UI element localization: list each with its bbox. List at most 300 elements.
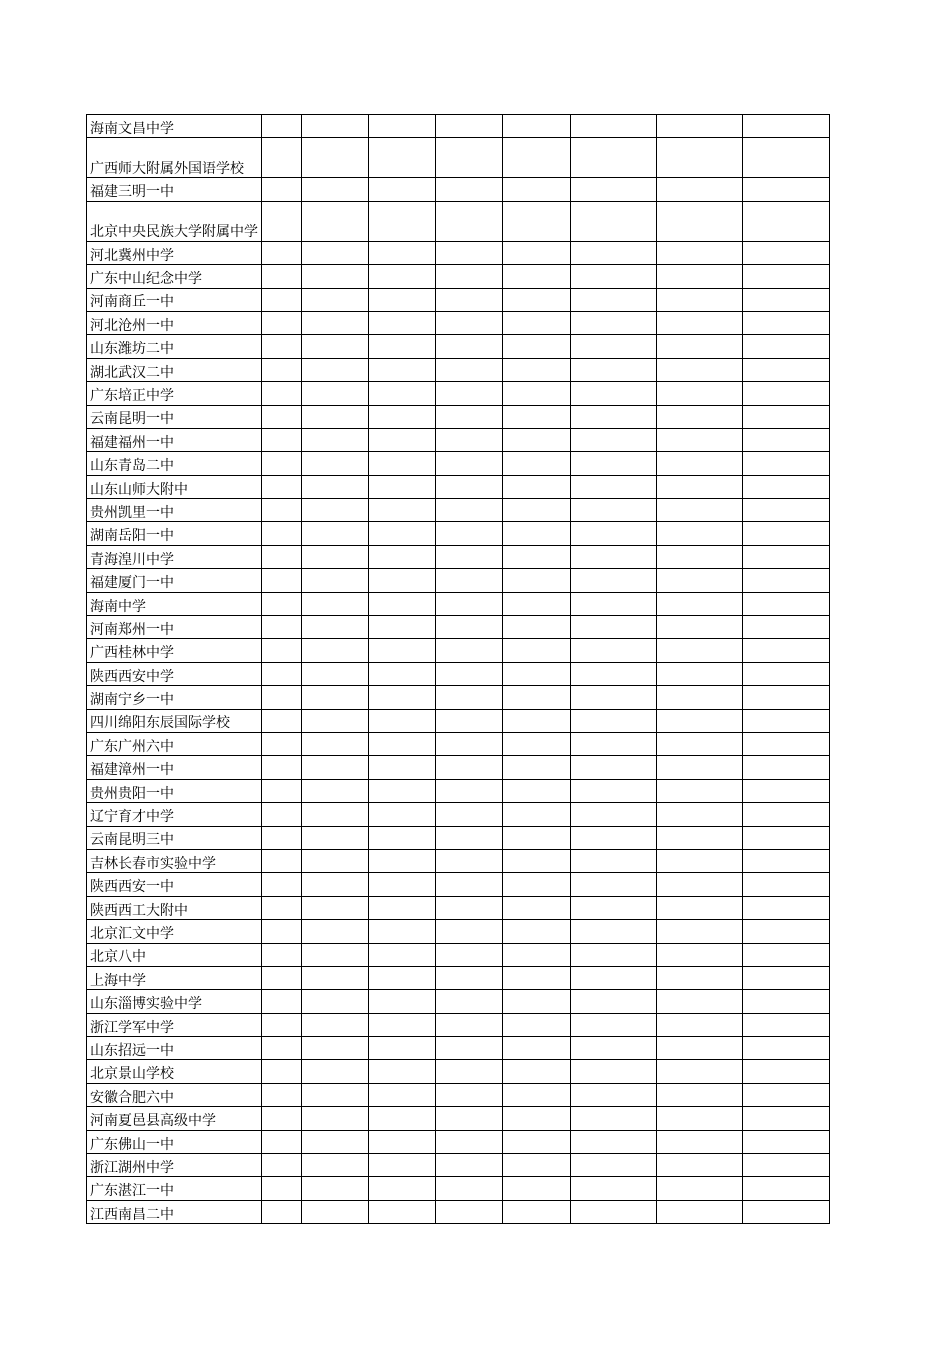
empty-cell[interactable] [436,1107,503,1130]
empty-cell[interactable] [657,1083,743,1106]
empty-cell[interactable] [503,265,571,288]
empty-cell[interactable] [369,639,436,662]
empty-cell[interactable] [302,475,369,498]
empty-cell[interactable] [262,849,302,872]
school-name-cell[interactable]: 湖北武汉二中 [87,358,262,381]
empty-cell[interactable] [503,545,571,568]
empty-cell[interactable] [657,1037,743,1060]
empty-cell[interactable] [743,475,830,498]
empty-cell[interactable] [743,265,830,288]
empty-cell[interactable] [262,335,302,358]
empty-cell[interactable] [369,335,436,358]
empty-cell[interactable] [369,138,436,178]
empty-cell[interactable] [743,115,830,138]
empty-cell[interactable] [743,311,830,334]
empty-cell[interactable] [657,522,743,545]
empty-cell[interactable] [743,201,830,241]
empty-cell[interactable] [503,569,571,592]
empty-cell[interactable] [262,1083,302,1106]
empty-cell[interactable] [369,178,436,201]
empty-cell[interactable] [503,966,571,989]
empty-cell[interactable] [302,849,369,872]
empty-cell[interactable] [436,499,503,522]
empty-cell[interactable] [262,452,302,475]
empty-cell[interactable] [262,1200,302,1223]
empty-cell[interactable] [743,686,830,709]
empty-cell[interactable] [657,1154,743,1177]
empty-cell[interactable] [657,686,743,709]
empty-cell[interactable] [657,803,743,826]
empty-cell[interactable] [657,826,743,849]
empty-cell[interactable] [503,115,571,138]
empty-cell[interactable] [743,616,830,639]
empty-cell[interactable] [657,178,743,201]
empty-cell[interactable] [262,1060,302,1083]
empty-cell[interactable] [503,335,571,358]
empty-cell[interactable] [571,265,657,288]
empty-cell[interactable] [743,732,830,755]
empty-cell[interactable] [503,849,571,872]
empty-cell[interactable] [302,779,369,802]
school-name-cell[interactable]: 北京景山学校 [87,1060,262,1083]
school-name-cell[interactable]: 山东青岛二中 [87,452,262,475]
empty-cell[interactable] [262,920,302,943]
school-name-cell[interactable]: 福建厦门一中 [87,569,262,592]
empty-cell[interactable] [262,896,302,919]
empty-cell[interactable] [369,545,436,568]
empty-cell[interactable] [436,592,503,615]
empty-cell[interactable] [743,826,830,849]
empty-cell[interactable] [503,732,571,755]
empty-cell[interactable] [302,405,369,428]
empty-cell[interactable] [436,1037,503,1060]
empty-cell[interactable] [369,592,436,615]
empty-cell[interactable] [571,382,657,405]
empty-cell[interactable] [262,826,302,849]
empty-cell[interactable] [743,803,830,826]
empty-cell[interactable] [262,1177,302,1200]
empty-cell[interactable] [302,335,369,358]
empty-cell[interactable] [657,288,743,311]
empty-cell[interactable] [369,522,436,545]
empty-cell[interactable] [302,115,369,138]
empty-cell[interactable] [743,639,830,662]
empty-cell[interactable] [571,920,657,943]
empty-cell[interactable] [369,452,436,475]
empty-cell[interactable] [302,732,369,755]
school-name-cell[interactable]: 河南夏邑县高级中学 [87,1107,262,1130]
empty-cell[interactable] [369,896,436,919]
empty-cell[interactable] [369,499,436,522]
empty-cell[interactable] [302,452,369,475]
empty-cell[interactable] [436,616,503,639]
empty-cell[interactable] [657,873,743,896]
empty-cell[interactable] [302,1200,369,1223]
school-name-cell[interactable]: 陕西西工大附中 [87,896,262,919]
empty-cell[interactable] [657,499,743,522]
empty-cell[interactable] [571,966,657,989]
empty-cell[interactable] [369,756,436,779]
empty-cell[interactable] [503,639,571,662]
empty-cell[interactable] [657,201,743,241]
school-name-cell[interactable]: 海南文昌中学 [87,115,262,138]
empty-cell[interactable] [262,639,302,662]
school-name-cell[interactable]: 山东淄博实验中学 [87,990,262,1013]
empty-cell[interactable] [571,138,657,178]
empty-cell[interactable] [657,592,743,615]
empty-cell[interactable] [503,1037,571,1060]
empty-cell[interactable] [503,592,571,615]
empty-cell[interactable] [571,335,657,358]
empty-cell[interactable] [369,288,436,311]
empty-cell[interactable] [436,545,503,568]
empty-cell[interactable] [262,405,302,428]
empty-cell[interactable] [302,1060,369,1083]
empty-cell[interactable] [436,873,503,896]
empty-cell[interactable] [503,756,571,779]
empty-cell[interactable] [571,732,657,755]
empty-cell[interactable] [743,241,830,264]
school-name-cell[interactable]: 安徽合肥六中 [87,1083,262,1106]
empty-cell[interactable] [436,201,503,241]
empty-cell[interactable] [743,1200,830,1223]
empty-cell[interactable] [369,428,436,451]
school-name-cell[interactable]: 云南昆明三中 [87,826,262,849]
empty-cell[interactable] [503,779,571,802]
empty-cell[interactable] [302,873,369,896]
empty-cell[interactable] [743,1177,830,1200]
empty-cell[interactable] [302,686,369,709]
empty-cell[interactable] [571,686,657,709]
empty-cell[interactable] [503,138,571,178]
empty-cell[interactable] [743,382,830,405]
empty-cell[interactable] [436,803,503,826]
school-name-cell[interactable]: 辽宁育才中学 [87,803,262,826]
empty-cell[interactable] [369,826,436,849]
empty-cell[interactable] [503,522,571,545]
empty-cell[interactable] [262,756,302,779]
empty-cell[interactable] [657,265,743,288]
empty-cell[interactable] [302,569,369,592]
school-name-cell[interactable]: 北京汇文中学 [87,920,262,943]
empty-cell[interactable] [369,732,436,755]
empty-cell[interactable] [503,428,571,451]
empty-cell[interactable] [503,1107,571,1130]
school-name-cell[interactable]: 四川绵阳东辰国际学校 [87,709,262,732]
empty-cell[interactable] [571,1177,657,1200]
empty-cell[interactable] [262,499,302,522]
empty-cell[interactable] [503,826,571,849]
empty-cell[interactable] [436,1177,503,1200]
empty-cell[interactable] [262,265,302,288]
empty-cell[interactable] [262,311,302,334]
school-name-cell[interactable]: 江西南昌二中 [87,1200,262,1223]
school-name-cell[interactable]: 山东山师大附中 [87,475,262,498]
empty-cell[interactable] [302,1037,369,1060]
empty-cell[interactable] [369,1154,436,1177]
school-name-cell[interactable]: 湖南宁乡一中 [87,686,262,709]
empty-cell[interactable] [262,943,302,966]
empty-cell[interactable] [436,522,503,545]
empty-cell[interactable] [302,382,369,405]
school-name-cell[interactable]: 陕西西安中学 [87,662,262,685]
empty-cell[interactable] [262,1037,302,1060]
school-name-cell[interactable]: 广东广州六中 [87,732,262,755]
empty-cell[interactable] [262,288,302,311]
empty-cell[interactable] [743,920,830,943]
empty-cell[interactable] [571,569,657,592]
empty-cell[interactable] [657,779,743,802]
empty-cell[interactable] [369,966,436,989]
empty-cell[interactable] [302,1083,369,1106]
empty-cell[interactable] [262,475,302,498]
empty-cell[interactable] [503,358,571,381]
empty-cell[interactable] [369,311,436,334]
empty-cell[interactable] [369,873,436,896]
empty-cell[interactable] [436,920,503,943]
empty-cell[interactable] [571,1107,657,1130]
school-name-cell[interactable]: 海南中学 [87,592,262,615]
school-name-cell[interactable]: 河南郑州一中 [87,616,262,639]
empty-cell[interactable] [503,1200,571,1223]
empty-cell[interactable] [743,966,830,989]
empty-cell[interactable] [436,1130,503,1153]
empty-cell[interactable] [302,826,369,849]
empty-cell[interactable] [302,756,369,779]
empty-cell[interactable] [262,358,302,381]
school-name-cell[interactable]: 山东潍坊二中 [87,335,262,358]
empty-cell[interactable] [657,639,743,662]
empty-cell[interactable] [302,201,369,241]
empty-cell[interactable] [503,1130,571,1153]
empty-cell[interactable] [743,779,830,802]
empty-cell[interactable] [503,475,571,498]
empty-cell[interactable] [262,803,302,826]
empty-cell[interactable] [369,569,436,592]
empty-cell[interactable] [503,405,571,428]
empty-cell[interactable] [571,499,657,522]
empty-cell[interactable] [262,990,302,1013]
empty-cell[interactable] [571,990,657,1013]
empty-cell[interactable] [571,178,657,201]
empty-cell[interactable] [436,288,503,311]
empty-cell[interactable] [657,849,743,872]
empty-cell[interactable] [571,803,657,826]
empty-cell[interactable] [369,241,436,264]
empty-cell[interactable] [503,920,571,943]
empty-cell[interactable] [302,709,369,732]
empty-cell[interactable] [436,1083,503,1106]
empty-cell[interactable] [302,241,369,264]
empty-cell[interactable] [743,288,830,311]
empty-cell[interactable] [571,943,657,966]
school-name-cell[interactable]: 广东佛山一中 [87,1130,262,1153]
empty-cell[interactable] [743,1107,830,1130]
empty-cell[interactable] [571,1130,657,1153]
school-name-cell[interactable]: 贵州凯里一中 [87,499,262,522]
empty-cell[interactable] [369,265,436,288]
empty-cell[interactable] [369,943,436,966]
school-name-cell[interactable]: 福建漳州一中 [87,756,262,779]
school-name-cell[interactable]: 福建福州一中 [87,428,262,451]
empty-cell[interactable] [369,1177,436,1200]
empty-cell[interactable] [743,405,830,428]
empty-cell[interactable] [369,662,436,685]
empty-cell[interactable] [503,990,571,1013]
empty-cell[interactable] [302,662,369,685]
empty-cell[interactable] [657,241,743,264]
empty-cell[interactable] [436,826,503,849]
empty-cell[interactable] [262,138,302,178]
school-name-cell[interactable]: 河北冀州中学 [87,241,262,264]
empty-cell[interactable] [657,311,743,334]
school-name-cell[interactable]: 浙江湖州中学 [87,1154,262,1177]
empty-cell[interactable] [743,849,830,872]
school-name-cell[interactable]: 福建三明一中 [87,178,262,201]
school-name-cell[interactable]: 陕西西安一中 [87,873,262,896]
empty-cell[interactable] [262,616,302,639]
empty-cell[interactable] [302,499,369,522]
empty-cell[interactable] [302,428,369,451]
empty-cell[interactable] [503,1013,571,1036]
empty-cell[interactable] [302,265,369,288]
empty-cell[interactable] [743,1060,830,1083]
empty-cell[interactable] [503,452,571,475]
empty-cell[interactable] [302,138,369,178]
school-name-cell[interactable]: 广东中山纪念中学 [87,265,262,288]
empty-cell[interactable] [571,288,657,311]
empty-cell[interactable] [302,943,369,966]
empty-cell[interactable] [436,178,503,201]
empty-cell[interactable] [657,452,743,475]
empty-cell[interactable] [657,1060,743,1083]
empty-cell[interactable] [369,803,436,826]
empty-cell[interactable] [657,943,743,966]
school-name-cell[interactable]: 上海中学 [87,966,262,989]
empty-cell[interactable] [503,873,571,896]
empty-cell[interactable] [262,873,302,896]
empty-cell[interactable] [571,405,657,428]
empty-cell[interactable] [657,115,743,138]
empty-cell[interactable] [369,1107,436,1130]
empty-cell[interactable] [262,241,302,264]
empty-cell[interactable] [657,920,743,943]
empty-cell[interactable] [302,288,369,311]
empty-cell[interactable] [436,662,503,685]
empty-cell[interactable] [503,1154,571,1177]
empty-cell[interactable] [262,1107,302,1130]
empty-cell[interactable] [571,1037,657,1060]
empty-cell[interactable] [571,849,657,872]
empty-cell[interactable] [302,1130,369,1153]
school-name-cell[interactable]: 吉林长春市实验中学 [87,849,262,872]
empty-cell[interactable] [436,896,503,919]
empty-cell[interactable] [436,732,503,755]
empty-cell[interactable] [369,920,436,943]
empty-cell[interactable] [571,1200,657,1223]
empty-cell[interactable] [369,616,436,639]
empty-cell[interactable] [657,1130,743,1153]
empty-cell[interactable] [743,990,830,1013]
empty-cell[interactable] [657,382,743,405]
empty-cell[interactable] [436,335,503,358]
school-name-cell[interactable]: 山东招远一中 [87,1037,262,1060]
empty-cell[interactable] [571,201,657,241]
empty-cell[interactable] [571,779,657,802]
empty-cell[interactable] [571,358,657,381]
empty-cell[interactable] [571,826,657,849]
empty-cell[interactable] [657,475,743,498]
empty-cell[interactable] [436,709,503,732]
empty-cell[interactable] [571,241,657,264]
empty-cell[interactable] [743,178,830,201]
empty-cell[interactable] [262,545,302,568]
empty-cell[interactable] [743,1130,830,1153]
empty-cell[interactable] [302,966,369,989]
school-name-cell[interactable]: 广东培正中学 [87,382,262,405]
empty-cell[interactable] [743,662,830,685]
empty-cell[interactable] [262,686,302,709]
empty-cell[interactable] [657,756,743,779]
empty-cell[interactable] [302,1013,369,1036]
empty-cell[interactable] [657,616,743,639]
empty-cell[interactable] [262,178,302,201]
empty-cell[interactable] [369,201,436,241]
empty-cell[interactable] [369,1037,436,1060]
empty-cell[interactable] [436,1013,503,1036]
empty-cell[interactable] [436,138,503,178]
empty-cell[interactable] [302,990,369,1013]
empty-cell[interactable] [369,115,436,138]
empty-cell[interactable] [503,896,571,919]
empty-cell[interactable] [436,311,503,334]
empty-cell[interactable] [262,732,302,755]
empty-cell[interactable] [657,1107,743,1130]
empty-cell[interactable] [657,1200,743,1223]
empty-cell[interactable] [743,138,830,178]
empty-cell[interactable] [743,335,830,358]
empty-cell[interactable] [503,803,571,826]
empty-cell[interactable] [571,452,657,475]
empty-cell[interactable] [657,990,743,1013]
empty-cell[interactable] [571,428,657,451]
empty-cell[interactable] [503,1177,571,1200]
empty-cell[interactable] [503,178,571,201]
empty-cell[interactable] [436,1060,503,1083]
empty-cell[interactable] [436,382,503,405]
empty-cell[interactable] [262,1013,302,1036]
empty-cell[interactable] [503,201,571,241]
empty-cell[interactable] [262,522,302,545]
school-name-cell[interactable]: 浙江学军中学 [87,1013,262,1036]
school-name-cell[interactable]: 广西桂林中学 [87,639,262,662]
empty-cell[interactable] [262,779,302,802]
school-name-cell[interactable]: 青海湟川中学 [87,545,262,568]
empty-cell[interactable] [743,1154,830,1177]
empty-cell[interactable] [436,569,503,592]
empty-cell[interactable] [571,115,657,138]
empty-cell[interactable] [436,115,503,138]
empty-cell[interactable] [436,358,503,381]
empty-cell[interactable] [436,756,503,779]
empty-cell[interactable] [262,709,302,732]
empty-cell[interactable] [436,990,503,1013]
empty-cell[interactable] [369,1083,436,1106]
empty-cell[interactable] [369,686,436,709]
school-name-cell[interactable]: 河南商丘一中 [87,288,262,311]
empty-cell[interactable] [743,569,830,592]
empty-cell[interactable] [657,545,743,568]
